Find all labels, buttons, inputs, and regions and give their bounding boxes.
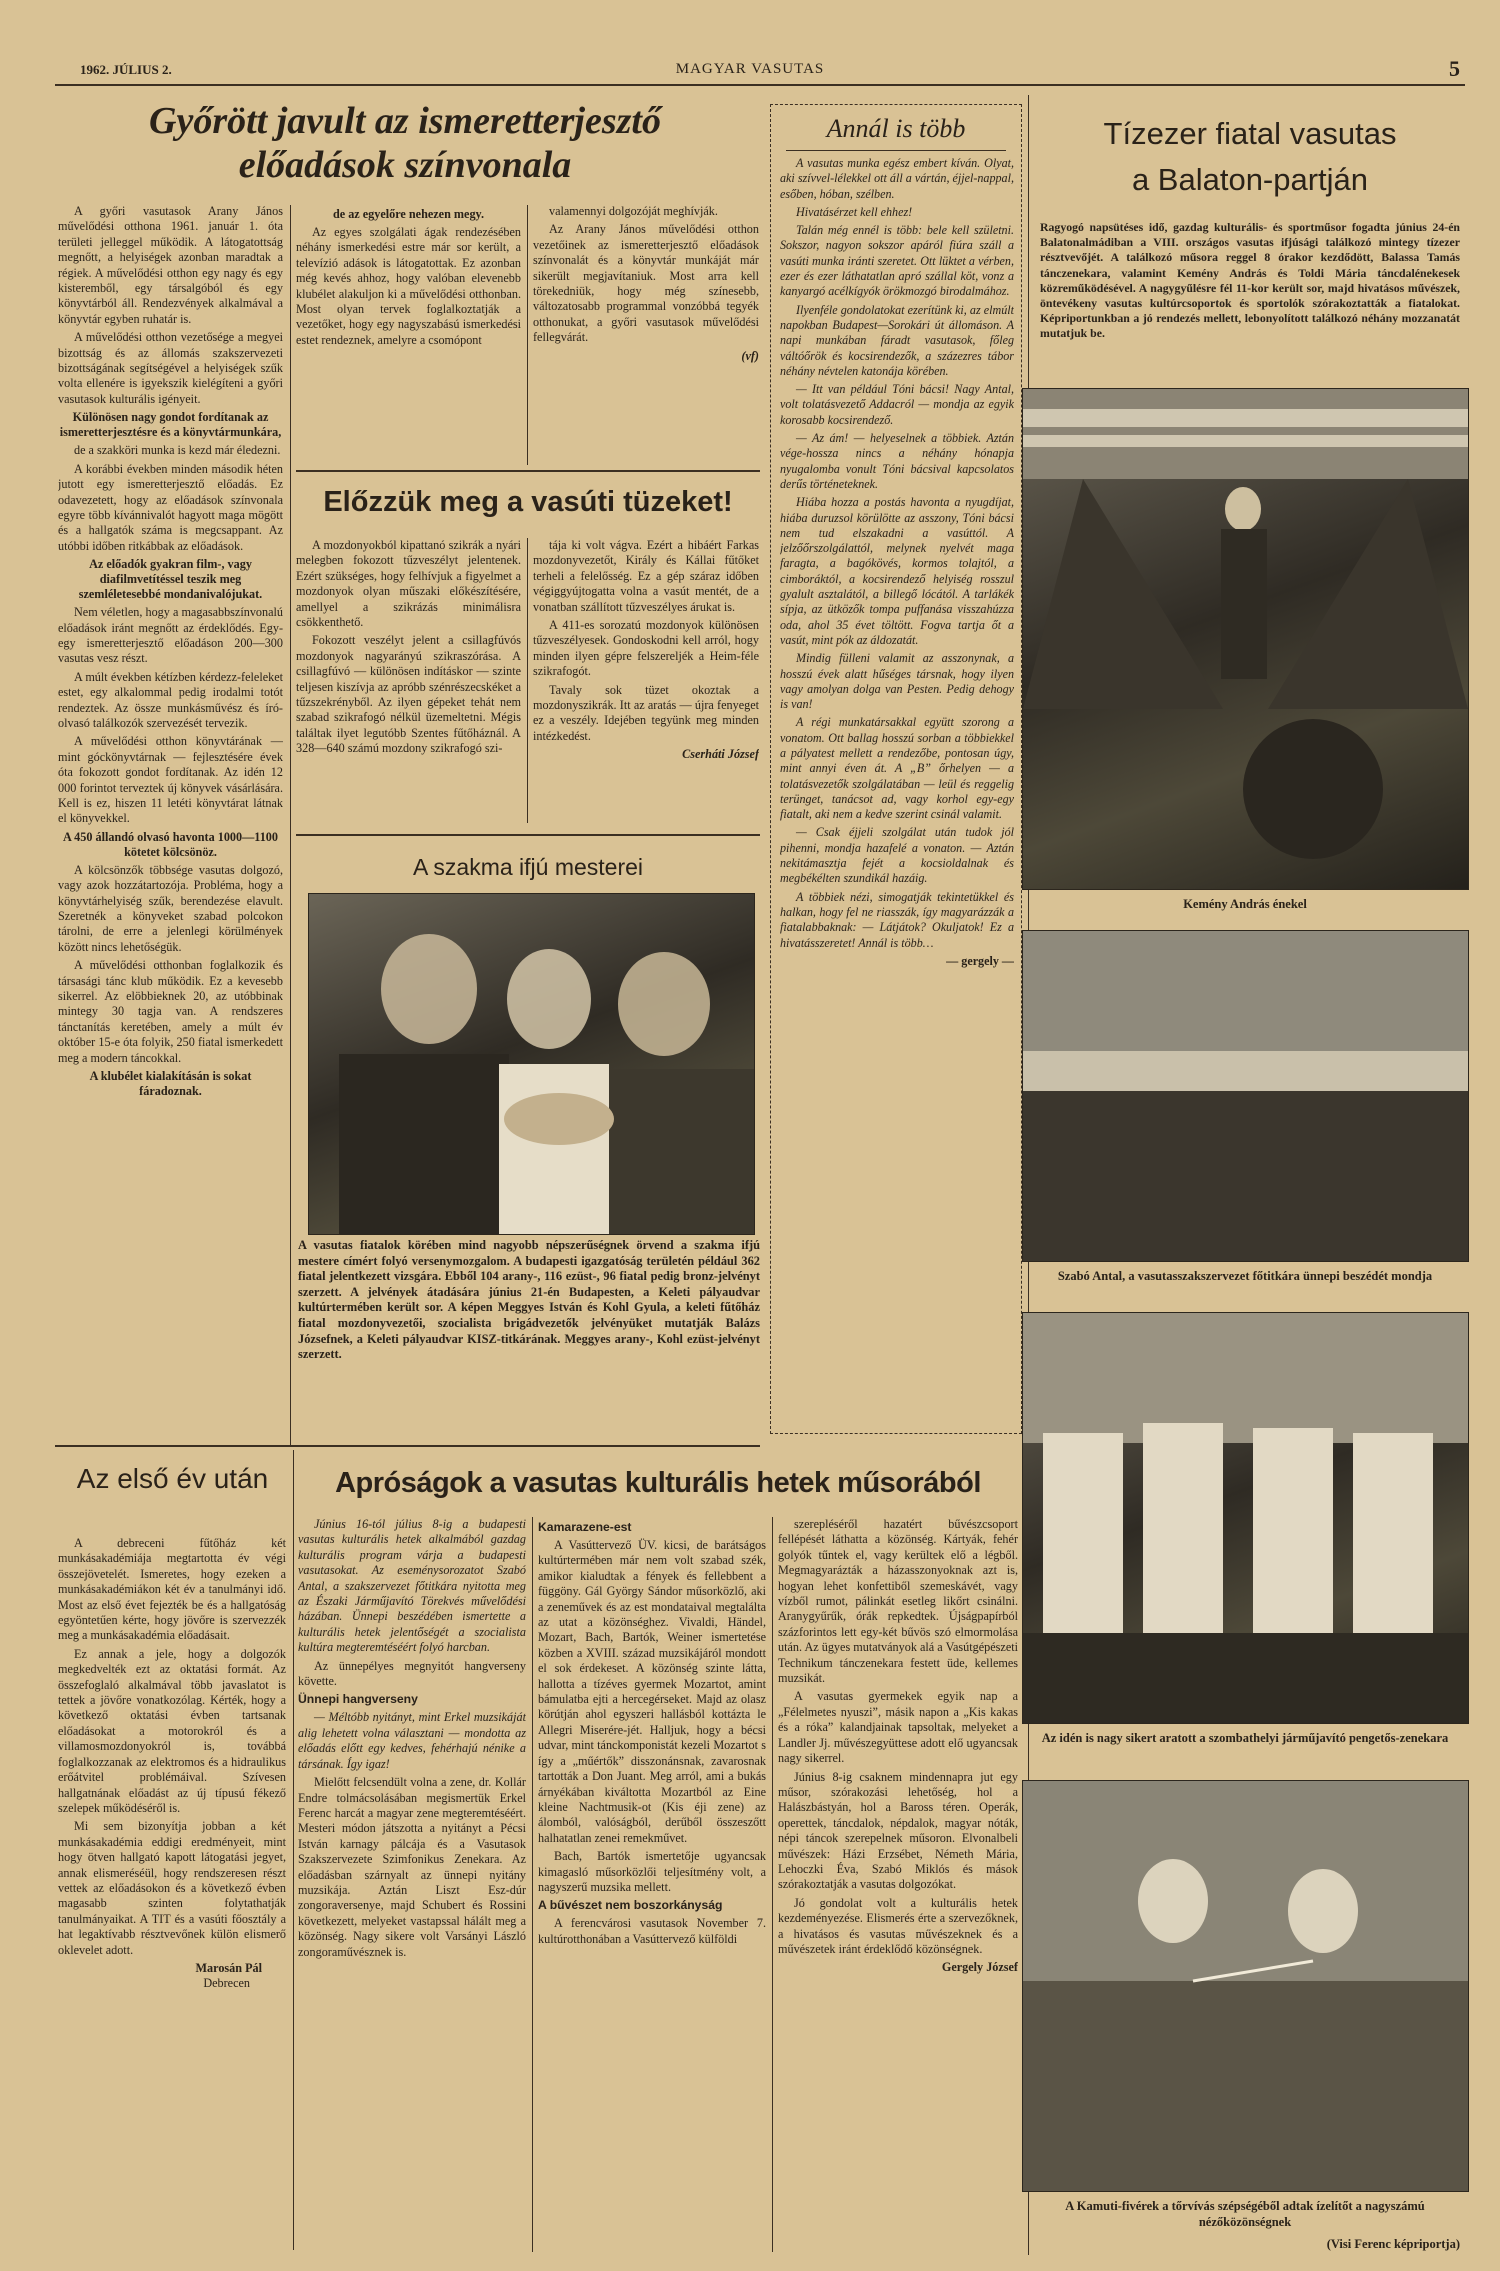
paragraph: Ilyenféle gondolatokat ezerítünk ki, az elmúlt napokban Budapest—Sorokári út állomáson. A napi munkában fáradt vasutasok, főleg váltóőrök és kocsirendezők, a százezres tábor néhány névtelen katonája körében.	[780, 302, 1014, 378]
paragraph: — Csak éjjeli szolgálat után tudok jól pihenni, mondja hazafelé a vonaton. — Aztán nekitámasztja fejét a kocsioldalnak és megbékélten szundikál hazáig.	[780, 825, 1014, 886]
balaton-intro: Ragyogó napsütéses idő, gazdag kulturális- és sportműsor fogadta június 24-én Balatonalmádiban a VIII. országos vasutas ifjúsági találkozó mintegy tízezer résztvevőjét. A találkozó műsora reggel 8 órakor kezdődött, Balassa Tamás tánczenekara, valamint Kemény András és Toldi Mária táncdalénekesek közreműködésével. A nagygyűlésre fél 11-kor került sor, majd hivatásos művészek, öntevékeny vasutas kultúrcsoportok és sportolók szórakoztatták a fiatalokat. Képriportunkban a jó rendezés mellett, lebonyolított találkozó néhány mozzanatát mutatjuk be.	[1040, 220, 1460, 341]
paragraph: A többiek nézi, simogatják tekintetükkel és halkan, hogy fel ne riasszák, így magyarázzák a fiatalabbaknak: — Látjátok? Okuljatok! Ez a hivatásszeretet! Annál is több…	[780, 889, 1014, 950]
subheading: Ünnepi hangverseny	[298, 1692, 418, 1707]
article-fire-col1	[296, 538, 521, 828]
subheading: Kamarazene-est	[538, 1520, 632, 1534]
article-fire-title: Előzzük meg a vasúti tüzeket!	[323, 486, 733, 518]
elso-ev-body	[58, 1536, 286, 2251]
paragraph: Hivatásérzet kell ehhez!	[796, 204, 913, 219]
subheading: A 450 állandó olvasó havonta 1000—1100 kötetet kölcsönöz.	[62, 829, 278, 859]
header-date: 1962. JÚLIUS 2.	[80, 62, 172, 77]
paragraph: Az egyes szolgálati ágak rendezésében néhány ismerkedési estre már sor került, a televízió adások is látogatottak. Ez azonban még kevés ahhoz, hogy valóban elevenebb klubélet alakuljon ki a művelődési otthonban. Most olyan tervek foglalkoztatják a vezetőket, hogy egy nagyszabású ismerkedési estet rendeznek, amelyre a csomópont	[296, 225, 521, 347]
paragraph: Mindig fülleni valamit az asszonynak, a hosszú évek alatt hűséges társnak, hogy ilyen vagy amolyan dolga van Pesten. Pedig dehogy is van!	[780, 651, 1014, 712]
paragraph: A ferencvárosi vasutasok November 7. kultúrotthonában a Vasúttervező külföldi	[538, 1916, 766, 1946]
section-rule	[296, 470, 760, 472]
aprosagok-col1	[298, 1517, 526, 2252]
column-rule	[772, 1517, 773, 2252]
subheading: Az előadók gyakran film-, vagy diafilmvetítéssel teszik meg szemléletesebbé mondanivalójukat.	[78, 557, 263, 602]
aprosagok-col3	[778, 1517, 1018, 2252]
subheading: A klubélet kialakításán is sokat fáradoznak.	[89, 1069, 252, 1099]
paragraph: Mi sem bizonyítja jobban a két munkásakadémia eddigi eredményeit, mint hogy ötven hallgató kapott látogatási jegyet, annak elismeréséül, hogy rendszeresen részt vettek az előadásokon és a következő évben magasabb szinten folytathatják tanulmányaikat. A TIT és a vasúti főosztály a hat legaktívabb résztvevőnek külön elismerő oklevelet adott.	[58, 1819, 286, 1957]
paragraph: tája ki volt vágva. Ezért a hibáért Farkas mozdonyvezetőt, Király és Kállai fűtőket terheli a felelősség. Ez a gép száraz időben végiggyújtogatta volna a vasút mentét, de a vonatban szállított tűzveszélyes árukat is.	[533, 538, 759, 614]
subheading: A bűvészet nem boszorkányság	[538, 1898, 723, 1913]
balaton-title-line1: Tízezer fiatal vasutas	[1103, 116, 1397, 151]
photo-figures-illustration	[309, 894, 754, 1234]
page-header	[40, 50, 1460, 80]
section-rule	[296, 834, 760, 836]
article-fire	[296, 482, 760, 532]
aprosagok-col2	[538, 1517, 766, 2252]
paragraph: Mielőtt felcsendült volna a zene, dr. Kollár Endre tolmácsolásában megismertük Erkel Ferenc harcát a magyar zene megteremtéséért. Mesteri módon játszotta a nyitányt a Pécsi István karnagy pálcája és a Vasutasok Szakszervezete Szimfonikus Zenekara. Az előadásban szárnyalt az ünnepi nyitány muzsikája. Aztán Liszt Esz-dúr zongoraversenye, majd Schubert és Rossini következett, melyeket vastapssal hálált meg a közönség. Nagy sikere volt Varsányi László zongoraművésznek is.	[298, 1775, 526, 1959]
paragraph: A kölcsönzők többsége vasutas dolgozó, vagy azok hozzátartozója. Probléma, hogy a könyvtárhelyiség szűk, berendezése elavult. Szeretnék a könyveket szabad polcokon tárolni, de erre a jelenlegi körülmények között nincs lehetőségük.	[58, 862, 283, 954]
paragraph: Bach, Bartók ismertetője ugyancsak kimagasló műsorközlői teljesítmény volt, a nagyszerű muzsika mellett.	[538, 1849, 766, 1894]
aprosagok-signature: Gergely József	[941, 1960, 1018, 1975]
article-fire-col2	[533, 538, 759, 828]
paragraph: szerepléséről hazatért bűvészcsoport fellépését láthatta a közönség. Kártyák, fehér golyók tűntek el, vagy kerültek elő a légből. Megmagyarázták a házasszonyoknak azt is, hogyan lehet konfettiből szemeskávét, vagy vízből rumot, pálinkát esetleg likőrt csinálni. Aranygyűrűk, órák repkedtek. Újságpapírból százforintos lett egy-két bűvös szó elmormolása után. Az ügyes mutatványok alá a Vasútgépészeti Technikum tánczenekara festett üde, kellemes muzsikát.	[778, 1517, 1018, 1686]
paragraph: Fokozott veszélyt jelent a csillagfúvós mozdonyok nagyarányú szikraszórása. A csillagfúvó — különösen indításkor — szinte teljesen kiszívja az apróbb szénrészecskéket a tűzszekrényből. Az ilyen gépeket tehát nem szabad szikrafogó nélkül üzemeltetni. Mégis találtak ilyet legutóbb Szentes fűtőháznál. A 328—640 számú mozdony szikrafogó szi-	[296, 633, 521, 756]
paragraph: Az ünnepélyes megnyitót hangverseny követte.	[298, 1658, 526, 1689]
header-page-number: 5	[1449, 56, 1460, 80]
subheading: de az egyelőre nehezen megy.	[332, 207, 485, 221]
paragraph: A vasutas gyermekek egyik nap a „Félelmetes nyuszi”, másik napon a „Kis kakas és a róka” kalandjainak tapsoltak, melyeket a Landler Jj. művészegyüttese adott elő ugyancsak nagy sikerrel.	[778, 1689, 1018, 1766]
paragraph: Az Arany János művelődési otthon vezetőinek az ismeretterjesztő előadások színvonalát és a könyvtár munkáját már sikerült megjavítaniuk. Most arra kell törekedniük, hogy még színesebb, változatosabb programmal vonzóbbá tegyék otthonukat, a győri vasutasok művelődési fellegvárát.	[533, 222, 759, 345]
paragraph: valamennyi dolgozóját meghívják.	[549, 204, 718, 218]
sidebar-title: Annál is több	[826, 114, 966, 143]
balaton-title-line2: a Balaton-partján	[1131, 162, 1369, 197]
mesterei-photo	[308, 893, 755, 1235]
balaton-photo-2	[1022, 930, 1469, 1262]
balaton-photo-3	[1022, 1312, 1469, 1724]
article-gyor-col3	[533, 204, 759, 464]
paragraph: A vasutas munka egész embert kíván. Olyat, aki szívvel-lélekkel ott áll a vártán, éjjel-nappal, esőben, hóban, szélben.	[780, 156, 1014, 201]
paragraph: A régi munkatársakkal együtt szorong a vonatom. Ott ballag hosszú sorban a többiekkel a pályatest mellett a rendezőbe, pontosan úgy, mint annyi éven át. A „B” őrhelyen — a tolatásvezetők szolgálatában — leül és reggelig terünget, tanácsot ad, vagy korhol egy-egy fiatalt, aki nem a kedve szerint csinál valamit.	[780, 715, 1014, 822]
paragraph: Június 8-ig csaknem mindennapra jut egy műsor, szórakozási lehetőség, hol a Halászbástyán, hol a Baross téren. Operák, operettek, táncdalok, népdalok, magyar nóták, népi táncok szerepelnek műsoron. Elvonalbeli művészek: Házi Erzsébet, Németh Mária, Lehoczki Éva, Szabó Miklós és mások szórakoztatják a vasutas dolgozókat.	[778, 1769, 1018, 1892]
column-rule	[527, 538, 528, 823]
column-rule	[532, 1517, 533, 2252]
paragraph: — Méltóbb nyitányt, mint Erkel muzsikáját alig lehetett volna választani — mondotta az előadás előtt egy kedves, fehérhajú nénike a társának. Így igaz!	[298, 1710, 526, 1771]
sidebar-body	[780, 156, 1014, 1428]
article-gyor-signature: (vf)	[741, 348, 759, 363]
elso-ev-place: Debrecen	[203, 1976, 250, 1991]
balaton-photo-credit: (Visi Ferenc képriportja)	[1326, 2237, 1460, 2251]
balaton-photo-1	[1022, 388, 1469, 890]
paragraph: Ez annak a jele, hogy a dolgozók megkedvelték ezt az oktatási formát. Az összefoglaló alkalmával több javaslatot is tettek a jövőre vonatkozólag. Kérték, hogy a következő oktatási évben tartsanak előadásokat a motorokról és a villamosmozdonyokról is, továbbá foglalkozzanak az elektromos és a hidraulikus erőátvitel problémáival. Szívesen hallgatnának előadást az új típusú fékező szelepek működéséről is.	[58, 1646, 286, 1815]
paragraph: A művelődési otthon könyvtárának — mint góckönyvtárnak — fejlesztésére évek óta fokozott gondot fordítanak. Az idén 12 000 forintot terveztek új könyvek vásárlására. Kell is ez, hiszen 11 letéti könyvtárat látnak el könyvekkel.	[58, 734, 283, 826]
sidebar-title-rule	[786, 150, 1006, 151]
article-gyor-col2	[296, 204, 521, 464]
balaton-caption-3: Az idén is nagy sikert aratott a szombathelyi járműjavító pengetős-zenekara	[1041, 1731, 1449, 1745]
paragraph: A debreceni fűtőház két munkásakadémiája megtartotta év végi összejövetelét. Ismeretes, hogy ezeken a munkásakadémiákon két év a tanulmányi idő. Most az első évet fejezték be és a hallgatóság egyöntetűen kérte, hogy jövőre is szervezzék meg a munkásakadémia előadásait.	[58, 1536, 286, 1643]
column-rule	[527, 205, 528, 465]
balaton-caption-4: A Kamuti-fivérek a tőrvívás szépségéből adtak ízelítőt a nagyszámú nézőközönségnek	[1065, 2199, 1425, 2229]
paragraph: A győri vasutasok Arany János művelődési otthona 1961. január 1. óta területi jelleggel működik. A látogatottság megnőtt, a helyiségek azonban maradtak a régiek. A művelődési otthon egy nagy és egy kisteremből, egy társalgóból és egy könyvtárból áll. Rendezvények alkalmával a könyvtár egyben ruhatár is.	[58, 204, 283, 326]
paragraph: A művelődési otthon vezetősége a megyei bizottság és az állomás szakszervezeti bizottságának segítségével a helyiségek szűk volta ellenére is igyekszik kielégíteni a győri vasutasok kulturális igényeit.	[58, 330, 283, 406]
balaton-photo-4	[1022, 1780, 1469, 2192]
paragraph: Nem véletlen, hogy a magasabbszínvonalú előadások iránt megnőtt az érdeklődés. Egy-egy ismeretterjesztő előadáson 200—300 vasutas vesz részt.	[58, 605, 283, 666]
article-gyor-title-line2: előadások színvonala	[238, 144, 572, 186]
paragraph: — Az ám! — helyeselnek a többiek. Aztán vége-hossza nincs a néhány hónapja nyugalomba vonult Tóni bácsival kapcsolatos derűs történeteknek.	[780, 431, 1014, 491]
aprosagok-title: Apróságok a vasutas kulturális hetek műsorából	[335, 1467, 981, 1499]
elso-ev-title: Az első év után	[76, 1463, 269, 1494]
mesterei-title: A szakma ifjú mesterei	[412, 854, 644, 880]
paragraph: Hiába hozza a postás havonta a nyugdíjat, hiába duruzsol körülötte az asszony, Tóni bácsi nem tud elszakadni a vasúttól. A jelzőőrszolgálattól, melynek nyelvét maga faragta, a bagókövés, kormos tolajtól, a cimboráktól, a kocsirendező helyiség rosszul gyalult asztalától, a billegő lócától. A tarlákék sípja, az ütközők tompa puffanása visszahúzza oda, ahol 35 évet töltött. Fogva tartja őt a vasút, mint pók az áldozatát.	[780, 495, 1014, 647]
crowd-illustration	[1023, 931, 1468, 1261]
sidebar-signature: — gergely —	[946, 953, 1014, 968]
fencing-illustration	[1023, 1781, 1468, 2191]
header-rule	[55, 84, 1465, 86]
balaton-caption-2: Szabó Antal, a vasutasszakszervezet főtitkára ünnepi beszédét mondja	[1057, 1269, 1433, 1283]
paragraph: de a szakköri munka is kezd már éledezni.	[74, 443, 281, 458]
article-fire-signature: Cserháti József	[682, 747, 759, 762]
paragraph: — Itt van például Tóni bácsi! Nagy Antal, volt tolatásvezető Addacról — mondja az egyik korosabb kocsirendező.	[780, 382, 1014, 427]
paragraph: Talán még ennél is több: bele kell születni. Sokszor, nagyon sokszor apáról fiúra száll a vasúti munka iránti szeretet. Ott lüktet a vérben, ezer és ezer láthatatlan apró szállal köt, vonz a kanyargó acélkígyók örökmozgó birodalmához.	[780, 223, 1014, 299]
paragraph: A Vasúttervező ÜV. kicsi, de barátságos kultúrtermében már nem volt szabad szék, amikor kialudtak a fények és fellebbent a függöny. Gál György Sándor műsorközlő, aki a zeneművek és az est mondataival megtalálta az utat a közönséghez. Vivaldi, Händel, Mozart, Bach, Bartók, Weiner ismertetése közben a XVIII. század muzsikájáról mondott el sok érdekeset. A közönség szinte látta, hallotta a tízéves gyermek Mozartot, amint bámulatba ejti a hercegérseket. Majd az olasz körútján ahol egyszeri hallásból kottázta le Allegri Miserére-jét. Halljuk, hogy a bécsi udvar, mint tánckomponistát kezeli Mozartot s így a „műértők” disszonánsnak, zavarosnak tartották a Don Juant. Meg arról, ami a bukás árnyékában kiváltotta Mozartból az Eine kleine Nachtmusik-ot (Kis éji zene) az álomból, valóságból, derűből összeszőtt halhatatlan zenei remekművet.	[538, 1538, 766, 1845]
paragraph: Jó gondolat volt a kulturális hetek kezdeményezése. Elismerés érte a szervezőknek, a hivatásos és vasutas művészeknek és a művészetek iránt érdeklődő közönségnek.	[778, 1895, 1018, 1956]
article-gyor-title-line1: Győrött javult az ismeretterjesztő	[149, 100, 661, 142]
subheading: Különösen nagy gondot fordítanak az ismeretterjesztésre és a könyvtármunkára,	[59, 410, 282, 440]
column-rule	[293, 1450, 294, 2250]
balaton-caption-1: Kemény András énekel	[1183, 897, 1307, 911]
elso-ev-author: Marosán Pál	[195, 1960, 262, 1975]
band-illustration	[1023, 1313, 1468, 1723]
column-rule	[290, 205, 291, 1445]
paragraph: A korábbi években minden második héten jutott egy ismeretterjesztő előadás. Ez odavezetett, hogy az előadások színvonala egyre több kívánnivalót hagyott maga mögött és a hallgatók száma is megcsappant. Az utóbbi időben ritkábbak az előadások.	[58, 461, 283, 553]
paragraph: A múlt években kétízben kérdezz-feleleket estet, egy alkalommal pedig irodalmi totót rendeztek. Az össze munkásművész és író-olvasó találkozók szervezését tervezik.	[58, 669, 283, 730]
paragraph: A mozdonyokból kipattanó szikrák a nyári melegben fokozott tűzveszélyt jelentenek. Ezért szükséges, hogy felhívjuk a figyelmet a mozdonyok olyan műszaki előkészítésére, amellyel a szikrázás minimálisra csökkenthető.	[296, 538, 521, 630]
mesterei-caption: A vasutas fiatalok körében mind nagyobb népszerűségnek örvend a szakma ifjú mestere címért folyó versenymozgalom. A budapesti igazgatóság területén például 362 fiatal jelentkezett vizsgára. Ebből 104 arany-, 116 ezüst-, 96 fiatal pedig bronz-jelvényt szerzett. A jelvények átadására június 21-én Budapesten, a Keleti pályaudvar kultúrtermében került sor. A képen Meggyes István és Kohl Gyula, a keleti fűtőház fiatal mozdonyvezetői, szocialista brigádvezetők jelvényüket mutatják Balázs Józsefnek, a Keleti pályaudvar KISZ-titkárának. Meggyes arany-, Kohl ezüst-jelvényt szerzett.	[298, 1238, 760, 1362]
paragraph: Tavaly sok tüzet okoztak a mozdonyszikrák. Itt az aratás — újra fenyeget ez a veszély. Idejében tegyünk meg minden intézkedést.	[533, 682, 759, 743]
paragraph: A művelődési otthonban foglalkozik és társasági tánc klub működik. Ez a kevesebb sikerrel. Az elöbbieknek 20, az utóbbinak mintegy 30 tagja van. A rendszeres tánctanítás keretében, amely a múlt év október 15-e óta folyik, 250 fiatal ismerkedett meg a modern táncokkal.	[58, 958, 283, 1065]
article-gyor-col1	[58, 204, 283, 1444]
section-rule	[55, 1445, 760, 1447]
header-paper-name: MAGYAR VASUTAS	[675, 61, 825, 77]
paragraph: A 411-es sorozatú mozdonyok különösen tűzveszélyesek. Gondoskodni kell arról, hogy minden ilyen gépre felszereljék a Heim-féle szikrafogót.	[533, 618, 759, 679]
paragraph: Június 16-tól július 8-ig a budapesti vasutas kulturális hetek alkalmából gazdag kulturális program várja a budapesti vasutasokat. Az eseménysorozatot Szabó Antal, a szakszervezet főtitkára nyitotta meg az Északi Járműjavító Törekvés művelődési házában. Ünnepi beszédében ismertette a kulturális hetek jelentőségét a szocialista kultúra megteremtéséért folyó harcban.	[298, 1517, 526, 1655]
stage-illustration	[1023, 389, 1468, 889]
